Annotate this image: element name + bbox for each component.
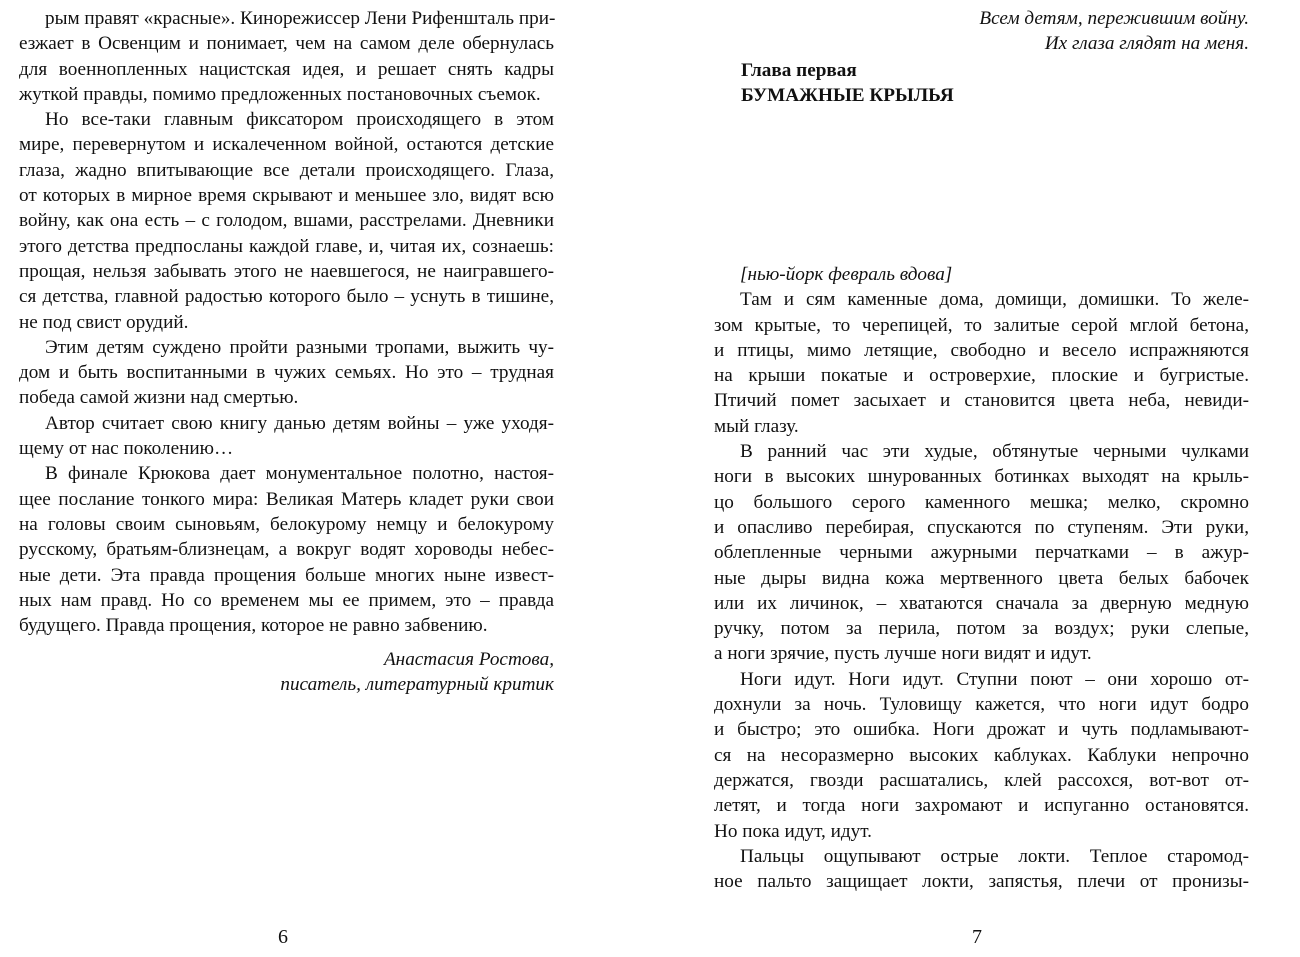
- text-line: держатся, гвозди расшатались, клей рассохся, вот-вот от-: [714, 769, 1249, 791]
- signature-role: писатель, литературный критик: [280, 674, 554, 696]
- text-line: победа самой жизни над смертью.: [19, 387, 299, 409]
- text-line: не под свист орудий.: [19, 311, 189, 333]
- paragraph: [714, 439, 1249, 667]
- text-line: ное пальто защищает локти, запястья, плечи от пронизы-: [714, 871, 1249, 893]
- text-line: жуткой правды, помимо предложенных постановочных съемок.: [19, 83, 541, 105]
- paragraph: [19, 461, 554, 638]
- text-line: русскому, братьям-близнецам, а вокруг водят хороводы небес-: [19, 539, 554, 561]
- text-line: зом крытые, то черепицей, то залитые серой мглой бетона,: [714, 314, 1249, 336]
- dedication: [714, 6, 1249, 57]
- text-line: а ноги зрячие, пусть лучше ноги видят и идут.: [714, 643, 1092, 665]
- text-line: прощая, нельзя забывать этого не наевшегося, не наигравшего-: [19, 260, 554, 282]
- text-line: ся детства, главной радостью которого было – уснуть в тишине,: [19, 286, 554, 308]
- text-line: ные дыры видна кожа мертвенного цвета белых бабочек: [714, 567, 1249, 589]
- signature-name: Анастасия Ростова,: [383, 649, 554, 670]
- text-line: Но все-таки главным фиксатором происходящего в этом: [45, 109, 554, 131]
- text-line: Но пока идут, идут.: [714, 820, 872, 842]
- section-heading: [нью-йорк февраль вдова]: [740, 264, 953, 285]
- text-line: щее послание тонкого мира: Великая Матерь кладет руки свои: [19, 488, 554, 510]
- text-line: летят, и тогда ноги захромают и испуганно остановятся.: [714, 795, 1249, 817]
- dedication-line: Всем детям, пережившим войну.: [979, 8, 1249, 29]
- chapter-title: БУМАЖНЫЕ КРЫЛЬЯ: [741, 85, 954, 107]
- text-line: цо большого серого каменного мешка; мелко, скромно: [714, 491, 1249, 513]
- text-line: Ноги идут. Ноги идут. Ступни поют – они хорошо от-: [740, 668, 1249, 690]
- text-line: или их личинок, – хватаются сначала за дверную медную: [714, 592, 1249, 614]
- text-line: на головы своим сыновьям, белокурому немцу и белокурому: [19, 513, 554, 535]
- text-line: ных нам правд. Но со временем мы ее примем, это – правда: [19, 589, 554, 611]
- text-line: облепленные черными ажурными перчатками – в ажур-: [714, 542, 1249, 564]
- paragraph: [19, 6, 554, 107]
- paragraph: [714, 844, 1249, 895]
- text-line: В ранний час эти худые, обтянутые черными чулками: [740, 441, 1249, 463]
- text-line: глаза, жадно впитывающие все детали происходящего. Глаза,: [19, 159, 554, 181]
- paragraph: [714, 287, 1249, 439]
- dedication-line: Их глаза глядят на меня.: [1044, 33, 1249, 55]
- text-line: будущего. Правда прощения, которое не равно забвению.: [19, 615, 488, 637]
- text-line: мый глазу.: [714, 415, 799, 437]
- text-line: войну, как она есть – с голодом, вшами, расстрелами. Дневники: [19, 210, 554, 232]
- text-line: на крыши покатые и островерхие, плоские и бугристые.: [714, 365, 1249, 387]
- text-line: ручку, потом за перила, потом за воздух; руки слепые,: [714, 618, 1249, 640]
- text-line: от которых в мирное время скрывают и меньшее зло, видят всю: [19, 185, 554, 207]
- page-number: 6: [278, 926, 288, 948]
- chapter-heading: [741, 58, 1241, 109]
- text-line: Автор считает свою книгу данью детям войны – уже уходя-: [45, 412, 554, 434]
- text-line: В финале Крюкова дает монументальное полотно, настоя-: [45, 463, 554, 485]
- signature: [19, 647, 554, 698]
- text-line: и опасливо перебирая, спускаются по ступеням. Эти руки,: [714, 516, 1249, 538]
- left-page-text: [19, 6, 554, 638]
- text-line: ные дети. Эта правда прощения больше многих ныне извест-: [19, 564, 554, 586]
- text-line: и птицы, мимо летящие, свободно и весело испражняются: [714, 339, 1249, 361]
- text-line: Этим детям суждено пройти разными тропами, выжить чу-: [45, 336, 554, 358]
- text-line: ся на несоразмерно высоких каблуках. Каблуки непрочно: [714, 744, 1249, 766]
- text-line: этого детства предпосланы каждой главе, и, читая их, сознаешь:: [19, 235, 554, 257]
- text-line: Пальцы ощупывают острые локти. Теплое старомод-: [740, 845, 1249, 867]
- text-line: езжает в Освенцим и понимает, чем на самом деле обернулась: [19, 33, 554, 55]
- right-page-text: [714, 262, 1249, 894]
- paragraph: [19, 411, 554, 462]
- paragraph: [714, 667, 1249, 844]
- page-number: 7: [972, 926, 982, 948]
- text-line: щему от нас поколению…: [19, 438, 234, 460]
- text-line: мире, перевернутом и искалеченном войной, остаются детские: [19, 134, 554, 156]
- paragraph: [19, 107, 554, 335]
- paragraph: [19, 335, 554, 411]
- chapter-number: Глава первая: [741, 60, 857, 81]
- text-line: дом и быть воспитанными в чужих семьях. Но это – трудная: [19, 362, 554, 384]
- text-line: и быстро; это ошибка. Ноги дрожат и чуть подламывают-: [714, 719, 1249, 741]
- text-line: Там и сям каменные дома, домищи, домишки. То желе-: [740, 289, 1249, 311]
- text-line: ноги в высоких шнурованных ботинках выходят на крыль-: [714, 466, 1249, 488]
- text-line: для военнопленных нацистская идея, и решает снять кадры: [19, 58, 554, 80]
- text-line: рым правят «красные». Кинорежиссер Лени Рифеншталь при-: [45, 8, 556, 29]
- text-line: дохнули за ночь. Туловищу кажется, что ноги идут бодро: [714, 694, 1249, 716]
- text-line: Птичий помет засыхает и становится цвета неба, невиди-: [714, 390, 1249, 412]
